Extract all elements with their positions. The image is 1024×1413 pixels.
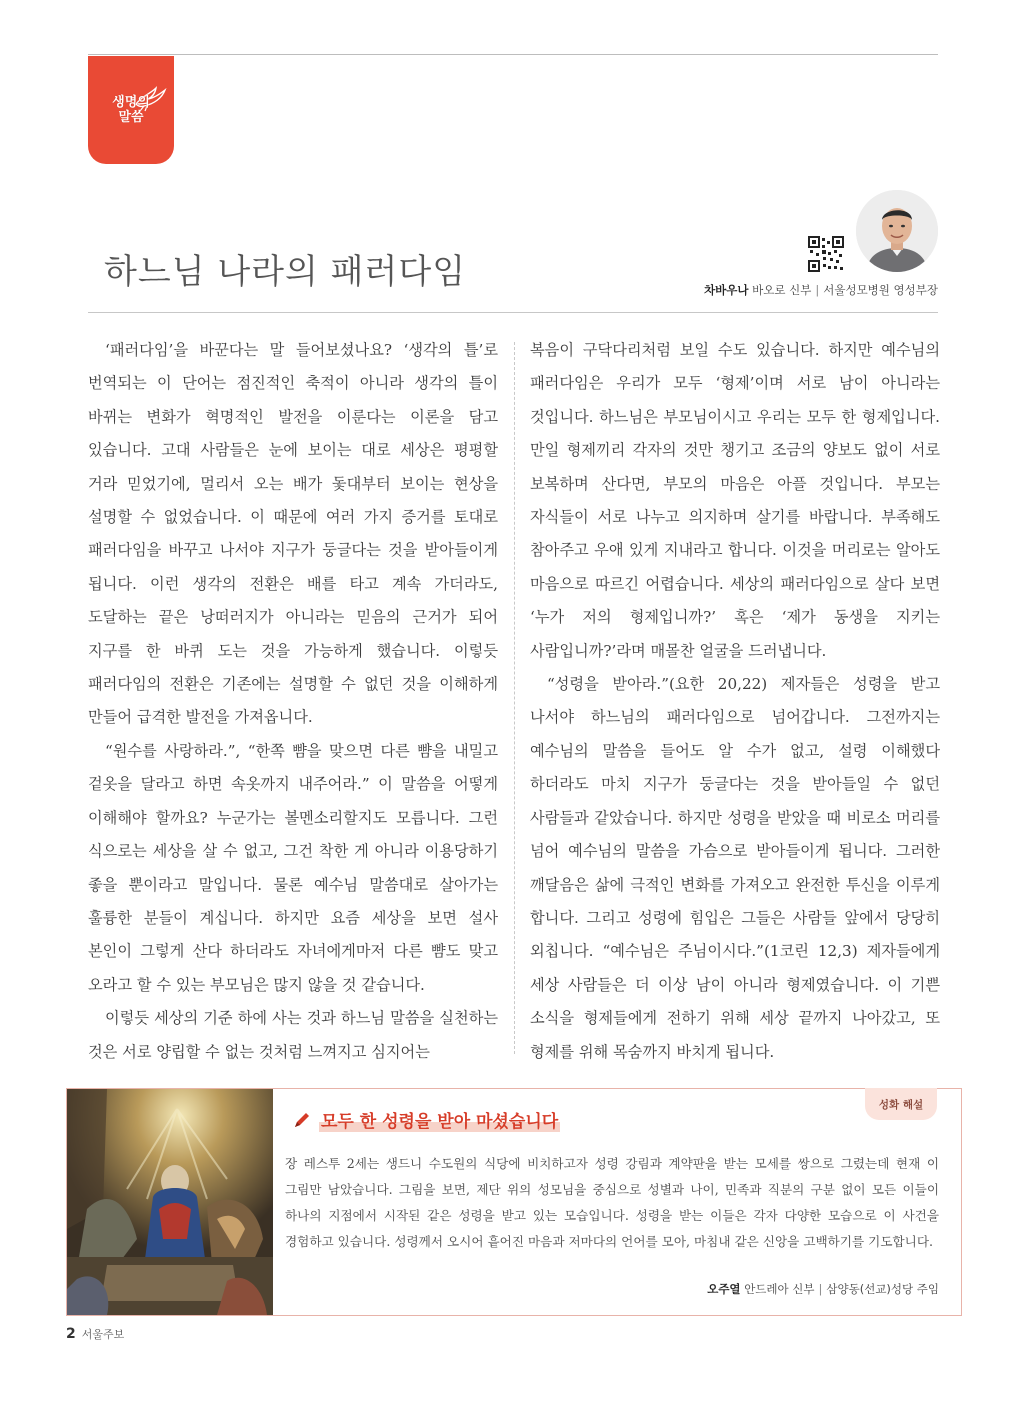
art-author-role: 안드레아 신부: [744, 1282, 815, 1296]
article-title: 하느님 나라의 패러다임: [104, 252, 467, 292]
person-icon: [856, 190, 938, 272]
page-number: 2: [66, 1326, 76, 1342]
art-author-affiliation: 삼양동(선교)성당 주임: [826, 1282, 939, 1296]
author-name: 차바우나: [704, 283, 749, 297]
art-commentary-box: [66, 1088, 962, 1316]
art-commentary-tag: 성화 해설: [865, 1088, 937, 1120]
qr-code-icon[interactable]: [808, 236, 844, 272]
column-divider: [514, 342, 515, 1054]
author-affiliation: 서울성모병원 영성부장: [823, 283, 938, 297]
art-author-name: 오주열: [707, 1282, 741, 1296]
author-portrait: [856, 190, 938, 272]
art-box-title-row: [293, 1107, 560, 1132]
article-left-column: [88, 334, 498, 1069]
paragraph: ‘패러다임’을 바꾼다는 말 들어보셨나요? ‘생각의 틀’로 번역되는 이 단어는 점진적인 축적이 아니라 생각의 틀이 바뀌는 변화가 혁명적인 발전을 이룬다는 이론을 담고 있습니다. 고대 사람들은 눈에 보이는 대로 세상은 평평할 거라 믿었기에, 멀리서 오는 배가 돛대부터 보이는 현상을 설명할 수 없었습니다. 이 때문에 여러 가지 증거를 토대로 패러다임을 바꾸고 나서야 지구가 둥글다는 것을 받아들이게 됩니다. 이런 생각의 전환은 배를 타고 계속 가더라도, 도달하는 끝은 낭떠러지가 아니라는 믿음의 근거가 되어 지구를 한 바퀴 도는 것을 가능하게 했습니다. 이렇듯 패러다임의 전환은 기존에는 설명할 수 없던 것을 이해하게 만들어 급격한 발전을 가져옵니다.: [88, 341, 498, 727]
art-box-text: 장 레스투 2세는 생드니 수도원의 식당에 비치하고자 성령 강림과 계약판을 받는 모세를 쌍으로 그렸는데 현재 이 그림만 남았습니다. 그림을 보면, 제단 위의 성모님을 중심으로 성별과 나이, 민족과 직분의 구분 없이 모든 이들이 하나의 지점에서 시작된 같은 성령을 받고 있는 모습입니다. 성령을 받는 이들은 각자 다양한 모습으로 이 사건을 경험하고 있습니다. 성령께서 오시어 흩어진 마음과 저마다의 언어를 모아, 마침내 같은 신앙을 고백하기를 기도합니다.: [285, 1156, 939, 1249]
paragraph: 이렇듯 세상의 기준 하에 사는 것과 하느님 말씀을 실천하는 것은 서로 양립할 수 없는 것처럼 느껴지고 심지어는: [88, 1009, 498, 1061]
header-rule: [88, 312, 938, 313]
author-role: 바오로 신부: [752, 283, 812, 297]
paragraph: “성령을 받아라.”(요한 20,22) 제자들은 성령을 받고 나서야 하느님의 패러다임으로 넘어갑니다. 그전까지는 예수님의 말씀을 들어도 알 수가 없고, 설령 이해했다 하더라도 마치 지구가 둥글다는 것을 받아들일 수 없던 사람들과 같았습니다. 하지만 성령을 받았을 때 비로소 머리를 넘어 예수님의 말씀을 가슴으로 받아들이게 됩니다. 그러한 깨달음은 삶에 극적인 변화를 가져오고 완전한 투신을 이루게 합니다. 그리고 성령에 힘입은 그들은 사람들 앞에서 당당히 외칩니다. “예수님은 주님이시다.”(1코린 12,3) 제자들에게 세상 사람들은 더 이상 남이 아니라 형제였습니다. 이 기쁜 소식을 형제들에게 전하기 위해 세상 끝까지 나아갔고, 또 형제를 위해 목숨까지 바치게 됩니다.: [530, 675, 940, 1061]
article-author: [704, 282, 938, 298]
publication-name: 서울주보: [81, 1328, 125, 1341]
badge-line-1: 생명의: [112, 95, 150, 110]
paragraph: “원수를 사랑하라.”, “한쪽 뺨을 맞으면 다른 뺨을 내밀고 겉옷을 달라고 하면 속옷까지 내주어라.” 이 말씀을 어떻게 이해해야 할까요? 누군가는 볼멘소리할지도 모릅니다. 그런 식으로는 세상을 살 수 없고, 그건 착한 게 아니라 이용당하기 좋을 뿐이라고 말입니다. 물론 예수님 말씀대로 살아가는 훌륭한 분들이 계십니다. 하지만 요즘 세상을 보면 설사 본인이 그렇게 산다 하더라도 자녀에게마저 다른 뺨도 맞고 오라고 할 수 있는 부모님은 많지 않을 것 같습니다.: [88, 741, 498, 994]
pentecost-painting: [67, 1089, 273, 1315]
art-box-author: [707, 1281, 939, 1297]
section-badge: [88, 56, 174, 164]
page-footer: [66, 1326, 124, 1342]
article-right-column: [530, 334, 940, 1069]
author-separator: |: [815, 283, 820, 297]
art-box-title: 모두 한 성령을 받아 마셨습니다: [319, 1107, 560, 1132]
pen-icon: [293, 1111, 311, 1129]
painting-image: [67, 1089, 273, 1315]
badge-line-2: 말씀: [118, 110, 144, 125]
top-rule: [88, 54, 938, 55]
art-author-separator: |: [818, 1282, 823, 1296]
paragraph: 복음이 구닥다리처럼 보일 수도 있습니다. 하지만 예수님의 패러다임은 우리가 모두 ‘형제’이며 서로 남이 아니라는 것입니다. 하느님은 부모님이시고 우리는 모두 한 형제입니다. 만일 형제끼리 각자의 것만 챙기고 조금의 양보도 없이 서로 보복하며 산다면, 부모의 마음은 아플 것입니다. 부모는 자식들이 서로 나누고 의지하며 살기를 바랍니다. 부족해도 참아주고 우애 있게 지내라고 합니다. 이것을 머리로는 알아도 마음으로 따르긴 어렵습니다. 세상의 패러다임으로 살다 보면 ‘누가 저의 형제입니까?’ 혹은 ‘제가 동생을 지키는 사람입니까?’라며 매몰찬 얼굴을 드러냅니다.: [530, 341, 940, 660]
